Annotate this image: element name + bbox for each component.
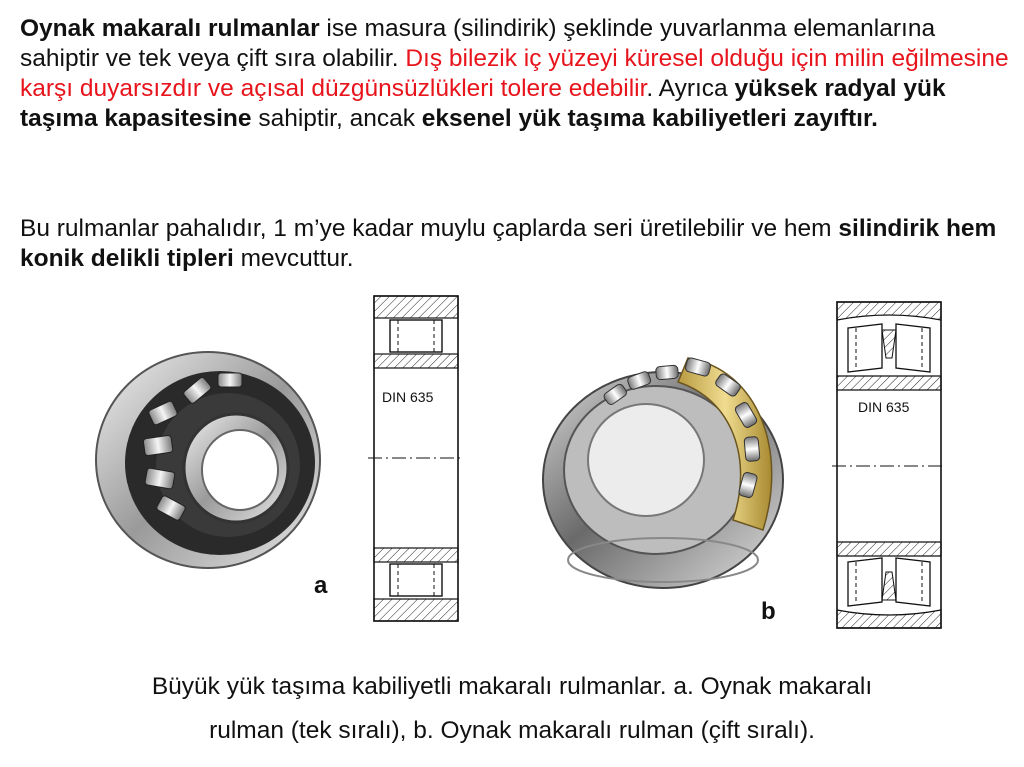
drawing-label-b: DIN 635 xyxy=(858,399,910,415)
photo-single-row-bearing xyxy=(88,335,328,575)
drawing-label-a: DIN 635 xyxy=(382,389,434,405)
photo-double-row-bearing xyxy=(538,330,808,595)
text-span: Bu rulmanlar pahalıdır, 1 m’ye kadar muylu çaplarda seri üretilebilir ve hem xyxy=(20,215,839,242)
figure-label-b: b xyxy=(761,598,776,625)
term-radial-load: yüksek radyal yük taşıma kapasitesine xyxy=(20,75,946,132)
term-spherical-roller-bearings: Oynak makaralı rulmanlar xyxy=(20,15,320,42)
text-span: ise masura (silindirik) şeklinde yuvarlanma elemanlarına sahiptir ve tek veya çift sıra olabilir. xyxy=(20,15,936,72)
term-bore-types: silindirik hem konik delikli tipleri xyxy=(20,215,997,272)
figure-label-a: a xyxy=(314,572,328,599)
highlight-misalignment-text: Dış bilezik iç yüzeyi küresel olduğu için milin eğilmesine karşı duyarsızdır ve açısal düzgünsüzlükleri tolere edebilir xyxy=(20,45,1009,102)
paragraph-intro xyxy=(20,14,1010,134)
paragraph-cost xyxy=(20,214,1010,274)
caption-line-1: Büyük yük taşıma kabiliyetli makaralı rulmanlar. a. Oynak makaralı xyxy=(151,673,873,700)
drawing-single-row-section xyxy=(368,292,464,625)
drawing-double-row-section xyxy=(832,298,946,632)
text-span: . Ayrıca xyxy=(646,75,735,102)
term-axial-load: eksenel yük taşıma kabiliyetleri zayıftır. xyxy=(421,105,878,132)
text-span: sahiptir, ancak xyxy=(251,105,422,132)
text-span: mevcuttur. xyxy=(233,245,354,272)
caption-line-2: rulman (tek sıralı), b. Oynak makaralı rulman (çift sıralı). xyxy=(209,717,815,744)
figure-caption xyxy=(0,665,1024,753)
